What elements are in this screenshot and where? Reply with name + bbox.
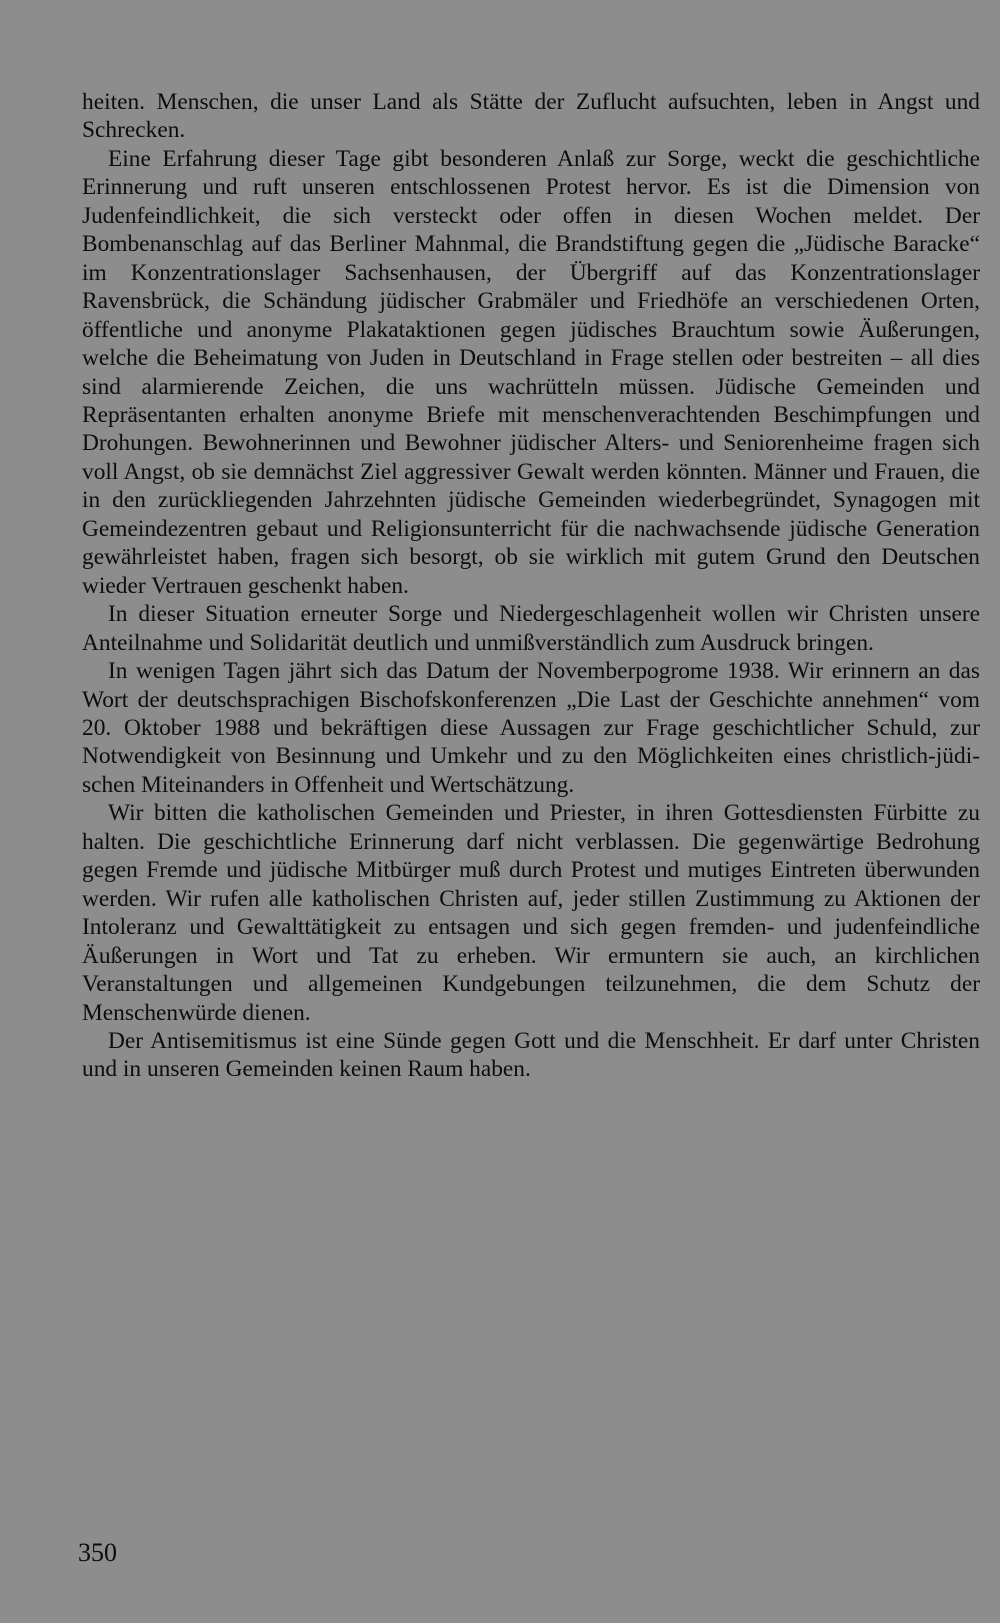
paragraph-2: Eine Erfahrung dieser Tage gibt besonderen Anlaß zur Sorge, weckt die geschichtliche Erinnerung und ruft unseren entschlossenen Protest hervor. Es ist die Dimension von Judenfeindlichkeit, die sich versteckt oder offen in diesen Wochen meldet. Der Bombenanschlag auf das Berliner Mahnmal, die Brandstiftung gegen die „Jüdische Baracke“ im Konzentrationslager Sachsenhausen, der Übergriff auf das Konzentrationslager Ravensbrück, die Schändung jüdischer Grabmäler und Friedhöfe an verschiedenen Orten, öffentliche und anonyme Plakataktionen gegen jüdisches Brauchtum sowie Äußerungen, welche die Beheimatung von Juden in Deutschland in Frage stellen oder bestreiten – all dies sind alarmierende Zeichen, die uns wachrütteln müssen. Jüdische Gemeinden und Repräsentanten erhalten anonyme Briefe mit menschenverachtenden Beschimpfungen und Drohungen. Bewohnerinnen und Bewohner jüdischer Alters- und Seniorenheime fragen sich voll Angst, ob sie demnächst Ziel aggressiver Gewalt werden könnten. Männer und Frauen, die in den zurückliegenden Jahrzehnten jüdische Gemeinden wiederbegründet, Synagogen mit Gemeindezentren gebaut und Religionsunterricht für die nachwachsende jüdische Generation gewährleistet haben, fragen sich besorgt, ob sie wirklich mit gutem Grund den Deutschen wieder Vertrauen geschenkt haben. bbox=[82, 145, 980, 599]
paragraph-1: heiten. Menschen, die unser Land als Stätte der Zuflucht aufsuchten, leben in Angst und Schrecken. bbox=[82, 89, 980, 144]
paragraph-4: In wenigen Tagen jährt sich das Datum der Novemberpogrome 1938. Wir erinnern an das Wort der deutschsprachigen Bischofskonferenzen „Die Last der Geschichte annehmen“ vom 20. Oktober 1988 und bekräftigen diese Aussagen zur Frage geschichtlicher Schuld, zur Notwendigkeit von Besinnung und Umkehr und zu den Möglichkeiten eines christlich-jüdischen Miteinanders in Offenheit und Wertschätzung. bbox=[82, 658, 980, 798]
page-number: 350 bbox=[78, 1538, 117, 1567]
paragraph-3: In dieser Situation erneuter Sorge und Niedergeschlagenheit wollen wir Christen unsere Anteilnahme und Solidarität deutlich und unmißverständlich zum Ausdruck bringen. bbox=[82, 601, 980, 656]
body-text bbox=[82, 88, 980, 1084]
paragraph-6: Der Antisemitismus ist eine Sünde gegen Gott und die Menschheit. Er darf unter Christen und in unseren Gemeinden keinen Raum haben. bbox=[82, 1027, 980, 1083]
paragraph-5: Wir bitten die katholischen Gemeinden und Priester, in ihren Gottesdiensten Fürbitte zu halten. Die geschichtliche Erinnerung darf nicht verblassen. Die gegenwärtige Bedrohung gegen Fremde und jüdische Mitbürger muß durch Protest und mutiges Eintreten überwunden werden. Wir rufen alle katholischen Christen auf, jeder stillen Zustimmung zu Aktionen der Intoleranz und Gewalttätigkeit zu entsagen und sich gegen fremden- und judenfeindliche Äußerungen in Wort und Tat zu erheben. Wir ermuntern sie auch, an kirchlichen Veranstaltungen und allgemeinen Kundgebungen teilzunehmen, die dem Schutz der Menschenwürde dienen. bbox=[82, 800, 980, 1026]
